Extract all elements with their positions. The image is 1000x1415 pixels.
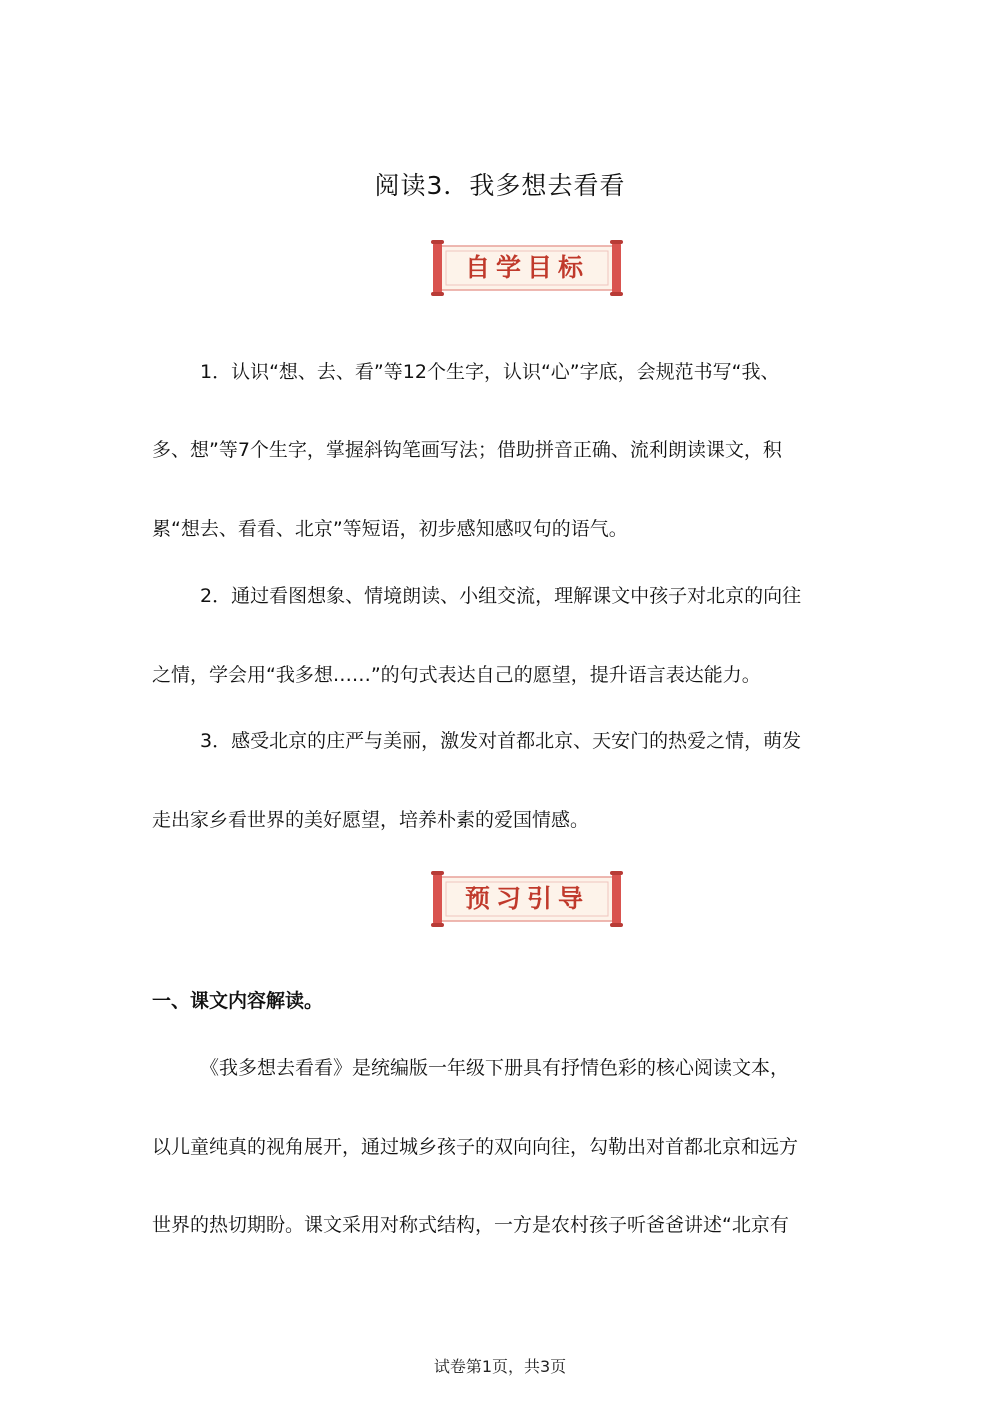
- preview-guide-banner: [430, 871, 624, 927]
- section-1-line-3: 世界的热切期盼。课文采用对称式结构，一方是农村孩子听爸爸讲述“北京有: [152, 1214, 789, 1236]
- objective-2-line-2: 之情，学会用“我多想……”的句式表达自己的愿望，提升语言表达能力。: [152, 664, 761, 686]
- banner-label: 预习引导: [464, 884, 589, 913]
- objective-1-line-1: 1．认识“想、去、看”等12个生字，认识“心”字底，会规范书写“我、: [200, 361, 780, 383]
- objective-3-line-2: 走出家乡看世界的美好愿望，培养朴素的爱国情感。: [152, 809, 590, 831]
- objective-2-line-1: 2．通过看图想象、情境朗读、小组交流，理解课文中孩子对北京的向往: [200, 585, 802, 607]
- objective-3-line-1: 3．感受北京的庄严与美丽，激发对首都北京、天安门的热爱之情，萌发: [200, 730, 802, 752]
- objective-1-line-2: 多、想”等7个生字，掌握斜钩笔画写法；借助拼音正确、流利朗读课文，积: [152, 439, 782, 461]
- self-study-goals-banner: [430, 240, 624, 296]
- page-footer: 试卷第1页，共3页: [433, 1357, 567, 1376]
- objective-1-line-3: 累“想去、看看、北京”等短语，初步感知感叹句的语气。: [152, 518, 628, 540]
- section-1-line-1: 《我多想去看看》是统编版一年级下册具有抒情色彩的核心阅读文本，: [200, 1057, 790, 1079]
- banner-label: 自学目标: [464, 253, 589, 282]
- section-heading: 一、课文内容解读。: [152, 990, 324, 1012]
- page-title: 阅读3．我多想去看看: [374, 171, 626, 200]
- section-1-line-2: 以儿童纯真的视角展开，通过城乡孩子的双向向往，勾勒出对首都北京和远方: [152, 1136, 799, 1158]
